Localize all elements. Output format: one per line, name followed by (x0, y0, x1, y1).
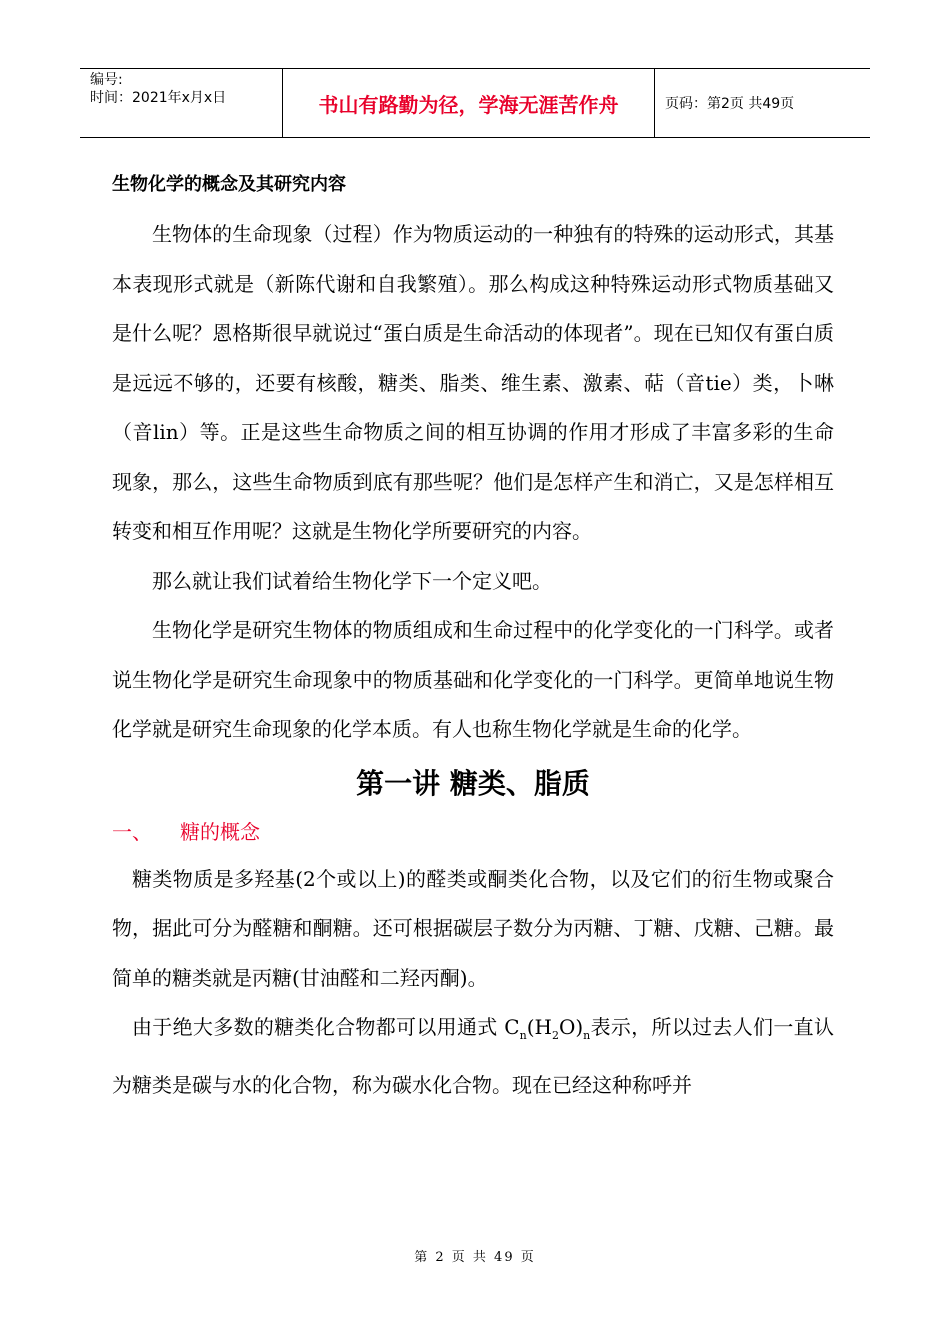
section-heading: 生物化学的概念及其研究内容 (112, 174, 346, 195)
page-info: 页码：第2页 共49页 (665, 96, 795, 112)
paragraph: 糖类物质是多羟基(2个或以上)的醛类或酮类化合物，以及它们的衍生物或聚合物，据此可分为醛糖和酮糖。还可根据碳层子数分为丙糖、丁糖、戊糖、己糖。最简单的糖类就是丙糖(甘油醛和二羟丙酮)。 (112, 866, 834, 990)
paragraph-formula (112, 1003, 834, 1110)
subsection-heading (112, 809, 834, 855)
header-meta-cell (80, 69, 283, 137)
formula-text-before: 由于绝大多数的糖类化合物都可以用通式 C (132, 1015, 520, 1039)
formula-sub-n: n (583, 1029, 591, 1042)
paragraph: 生物化学是研究生物体的物质组成和生命过程中的化学变化的一门科学。或者说生物化学是研究生命现象中的物质基础和化学变化的一门科学。更简单地说生物化学就是研究生命现象的化学本质。有人也称生物化学就是生命的化学。 (112, 618, 834, 741)
header-table (80, 68, 870, 138)
formula-sub-n: n (519, 1029, 527, 1042)
page-footer: 第 2 页 共 49 页 (414, 1250, 536, 1265)
formula-sub-2: 2 (551, 1029, 559, 1042)
paragraph: 生物体的生命现象（过程）作为物质运动的一种独有的特殊的运动形式，其基本表现形式就是（新陈代谢和自我繁殖）。那么构成这种特殊运动形式物质基础又是什么呢？恩格斯很早就说过“蛋白质是生命活动的体现者”。现在已知仅有蛋白质是远远不够的，还要有核酸，糖类、脂类、维生素、激素、萜（音tie）类，卜啉（音lin）等。正是这些生命物质之间的相互协调的作用才形成了丰富多彩的生命现象，那么，这些生命物质到底有那些呢？他们是怎样产生和消亡，又是怎样相互转变和相互作用呢？这就是生物化学所要研究的内容。 (112, 222, 834, 543)
formula-text-after: 表示，所以过去人们一直认为糖类是碳与水的化合物，称为碳水化合物。现在已经这种称呼并 (112, 1015, 834, 1097)
motto: 书山有路勤为径，学海无涯苦作舟 (318, 92, 619, 117)
document-body (112, 160, 834, 1110)
subsection-number: 一、 (112, 819, 152, 844)
subsection-title: 糖的概念 (180, 819, 260, 844)
formula-middle: (H (526, 1015, 552, 1039)
header-page-cell (655, 69, 870, 137)
formula-o: O) (558, 1015, 584, 1039)
serial-label: 编号: (90, 72, 123, 88)
paragraph: 那么就让我们试着给生物化学下一个定义吧。 (152, 568, 552, 593)
header-motto-cell (283, 69, 655, 137)
lecture-title: 第一讲 糖类、脂质 (356, 766, 590, 800)
date-label: 时间：2021年x月x日 (90, 90, 227, 106)
